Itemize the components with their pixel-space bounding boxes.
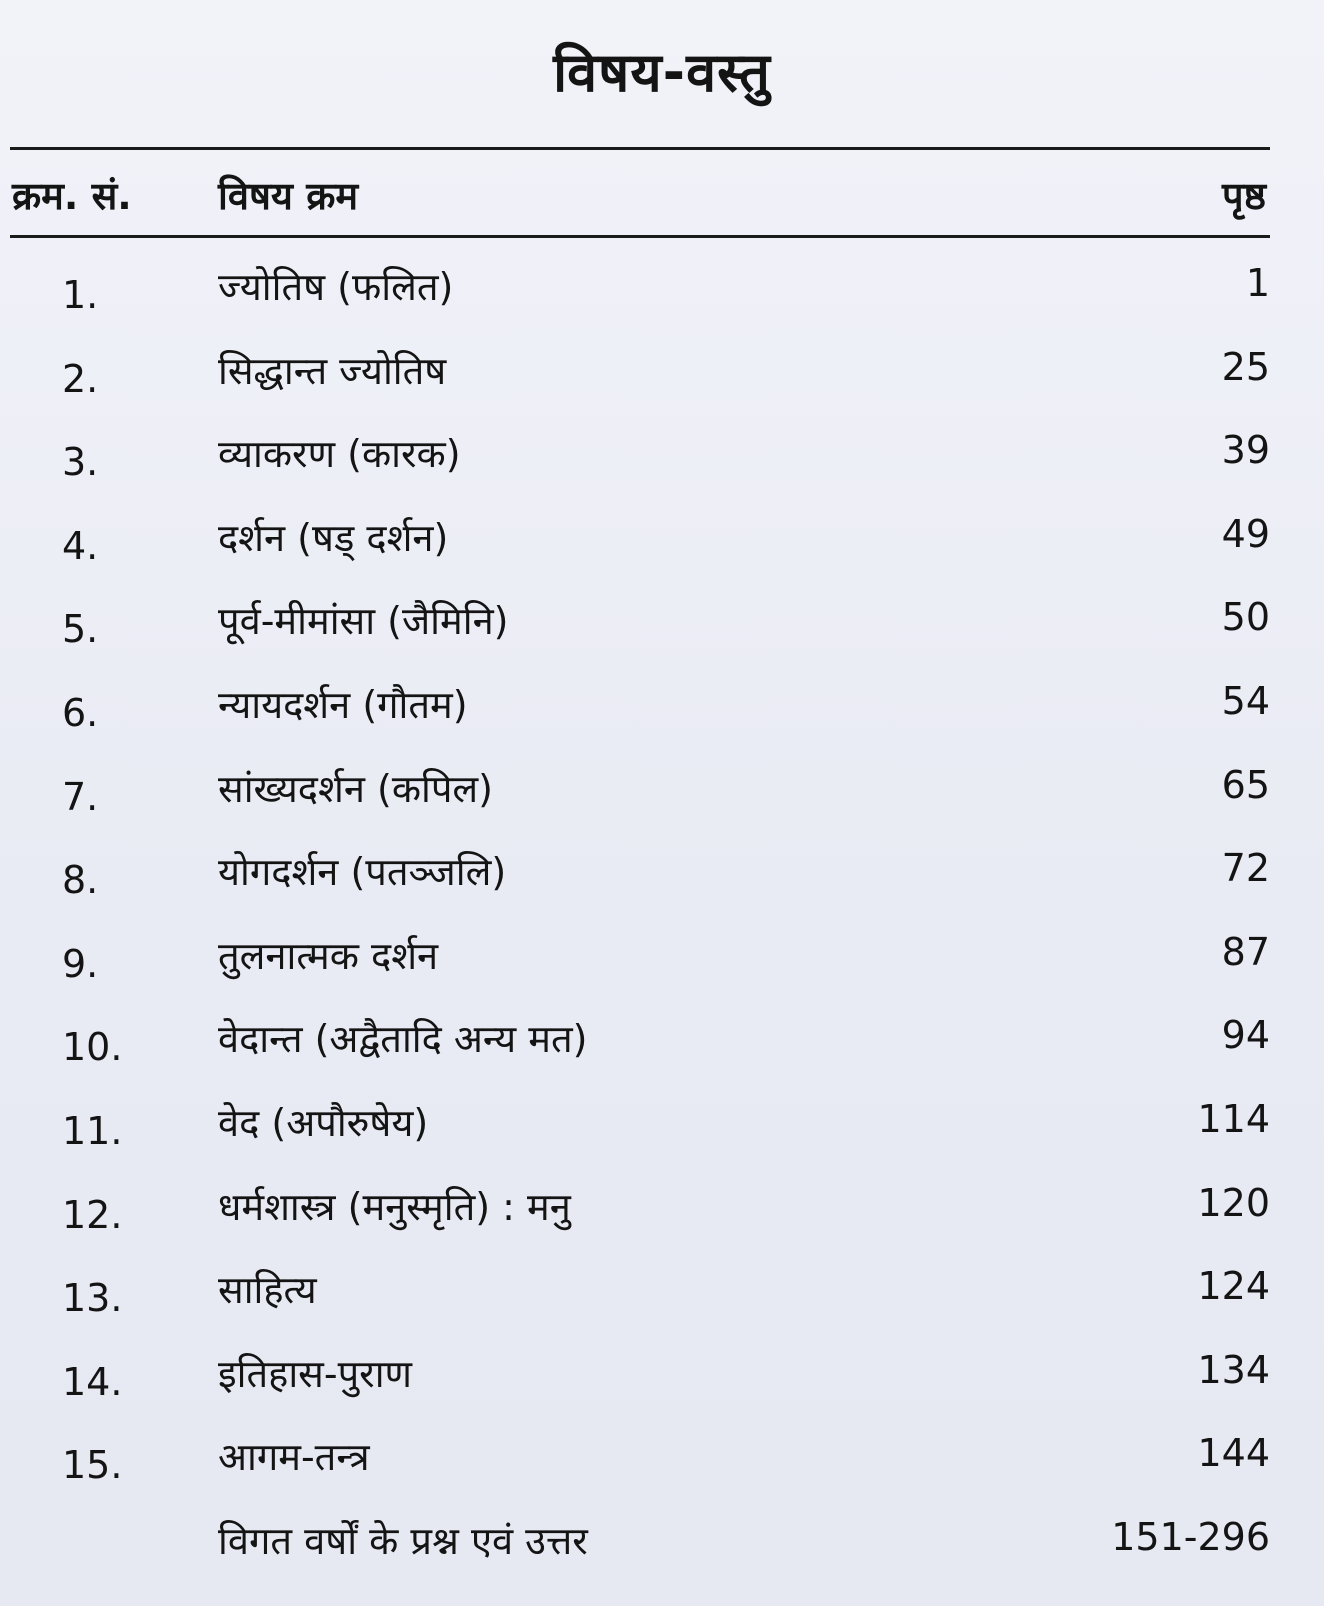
row-serial-number: 1. (62, 273, 99, 317)
row-subject: आगम-तन्त्र (218, 1435, 370, 1480)
row-serial-number: 5. (62, 607, 99, 652)
row-subject: वेदान्त (अद्वैतादि अन्य मत) (218, 1017, 588, 1062)
table-row (0, 332, 1324, 416)
row-subject: विगत वर्षों के प्रश्न एवं उत्तर (218, 1518, 588, 1563)
row-serial-number: 11. (62, 1108, 123, 1153)
row-subject: न्यायदर्शन (गौतम) (218, 682, 468, 727)
row-subject: पूर्व-मीमांसा (जैमिनि) (218, 599, 509, 644)
table-row (0, 499, 1324, 583)
row-subject: वेद (अपौरुषेय) (218, 1100, 429, 1145)
table-row (0, 1168, 1324, 1252)
row-page: 114 (1197, 1096, 1270, 1141)
table-header (0, 168, 1324, 224)
table-row (0, 917, 1324, 1001)
page-title: विषय-वस्तु (553, 41, 771, 104)
row-serial-number: 9. (62, 941, 99, 986)
row-serial-number: 13. (62, 1276, 123, 1321)
row-serial-number: 6. (62, 690, 99, 735)
row-page: 65 (1221, 762, 1270, 807)
row-subject: सिद्धान्त ज्योतिष (218, 348, 447, 393)
row-serial-number: 15. (62, 1443, 123, 1488)
table-row (0, 750, 1324, 834)
row-subject: सांख्यदर्शन (कपिल) (218, 766, 494, 811)
row-subject: ज्योतिष (फलित) (218, 265, 454, 309)
row-page: 151-296 (1111, 1514, 1270, 1559)
row-subject: धर्मशास्त्र (मनुस्मृति) : मनु (218, 1184, 571, 1229)
row-subject: इतिहास-पुराण (218, 1351, 413, 1396)
row-page: 134 (1197, 1347, 1270, 1392)
row-page: 49 (1221, 511, 1270, 556)
row-page: 72 (1221, 846, 1270, 891)
table-row (0, 415, 1324, 499)
row-page: 94 (1221, 1013, 1270, 1058)
row-serial-number: 4. (62, 523, 99, 568)
row-page: 120 (1197, 1180, 1270, 1225)
table-row (0, 248, 1324, 332)
table-row (0, 1084, 1324, 1168)
header-serial-number: क्रम. सं. (12, 174, 132, 218)
row-subject: योगदर्शन (पतञ्जलि) (218, 850, 507, 895)
row-subject: दर्शन (षड् दर्शन) (218, 515, 449, 560)
row-serial-number: 10. (62, 1025, 123, 1070)
header-top-rule (10, 147, 1270, 150)
row-serial-number (62, 1502, 152, 1514)
table-row (0, 1000, 1324, 1084)
table-row (0, 1335, 1324, 1419)
row-serial-number: 3. (62, 440, 99, 485)
row-serial-number: 7. (62, 774, 99, 819)
row-subject: साहित्य (218, 1268, 317, 1313)
row-page: 50 (1221, 595, 1270, 640)
row-page: 25 (1221, 344, 1270, 389)
row-serial-number: 8. (62, 858, 99, 903)
toc-rows (0, 248, 1324, 1586)
header-subject: विषय क्रम (218, 174, 359, 218)
header-page: पृष्ठ (1222, 174, 1266, 218)
row-page: 87 (1221, 929, 1270, 974)
table-row (0, 1418, 1324, 1502)
header-bottom-rule (10, 235, 1270, 238)
row-page: 1 (1245, 261, 1270, 305)
table-row (0, 582, 1324, 666)
row-page: 39 (1221, 428, 1270, 473)
table-row (0, 833, 1324, 917)
row-subject: तुलनात्मक दर्शन (218, 933, 439, 978)
row-subject: व्याकरण (कारक) (218, 432, 461, 477)
table-row (0, 666, 1324, 750)
row-page: 124 (1197, 1264, 1270, 1309)
row-serial-number: 14. (62, 1359, 123, 1404)
table-row (0, 1502, 1324, 1586)
row-page: 54 (1221, 678, 1270, 723)
row-page: 144 (1197, 1431, 1270, 1476)
row-serial-number: 12. (62, 1192, 123, 1237)
row-serial-number: 2. (62, 356, 99, 401)
table-row (0, 1251, 1324, 1335)
